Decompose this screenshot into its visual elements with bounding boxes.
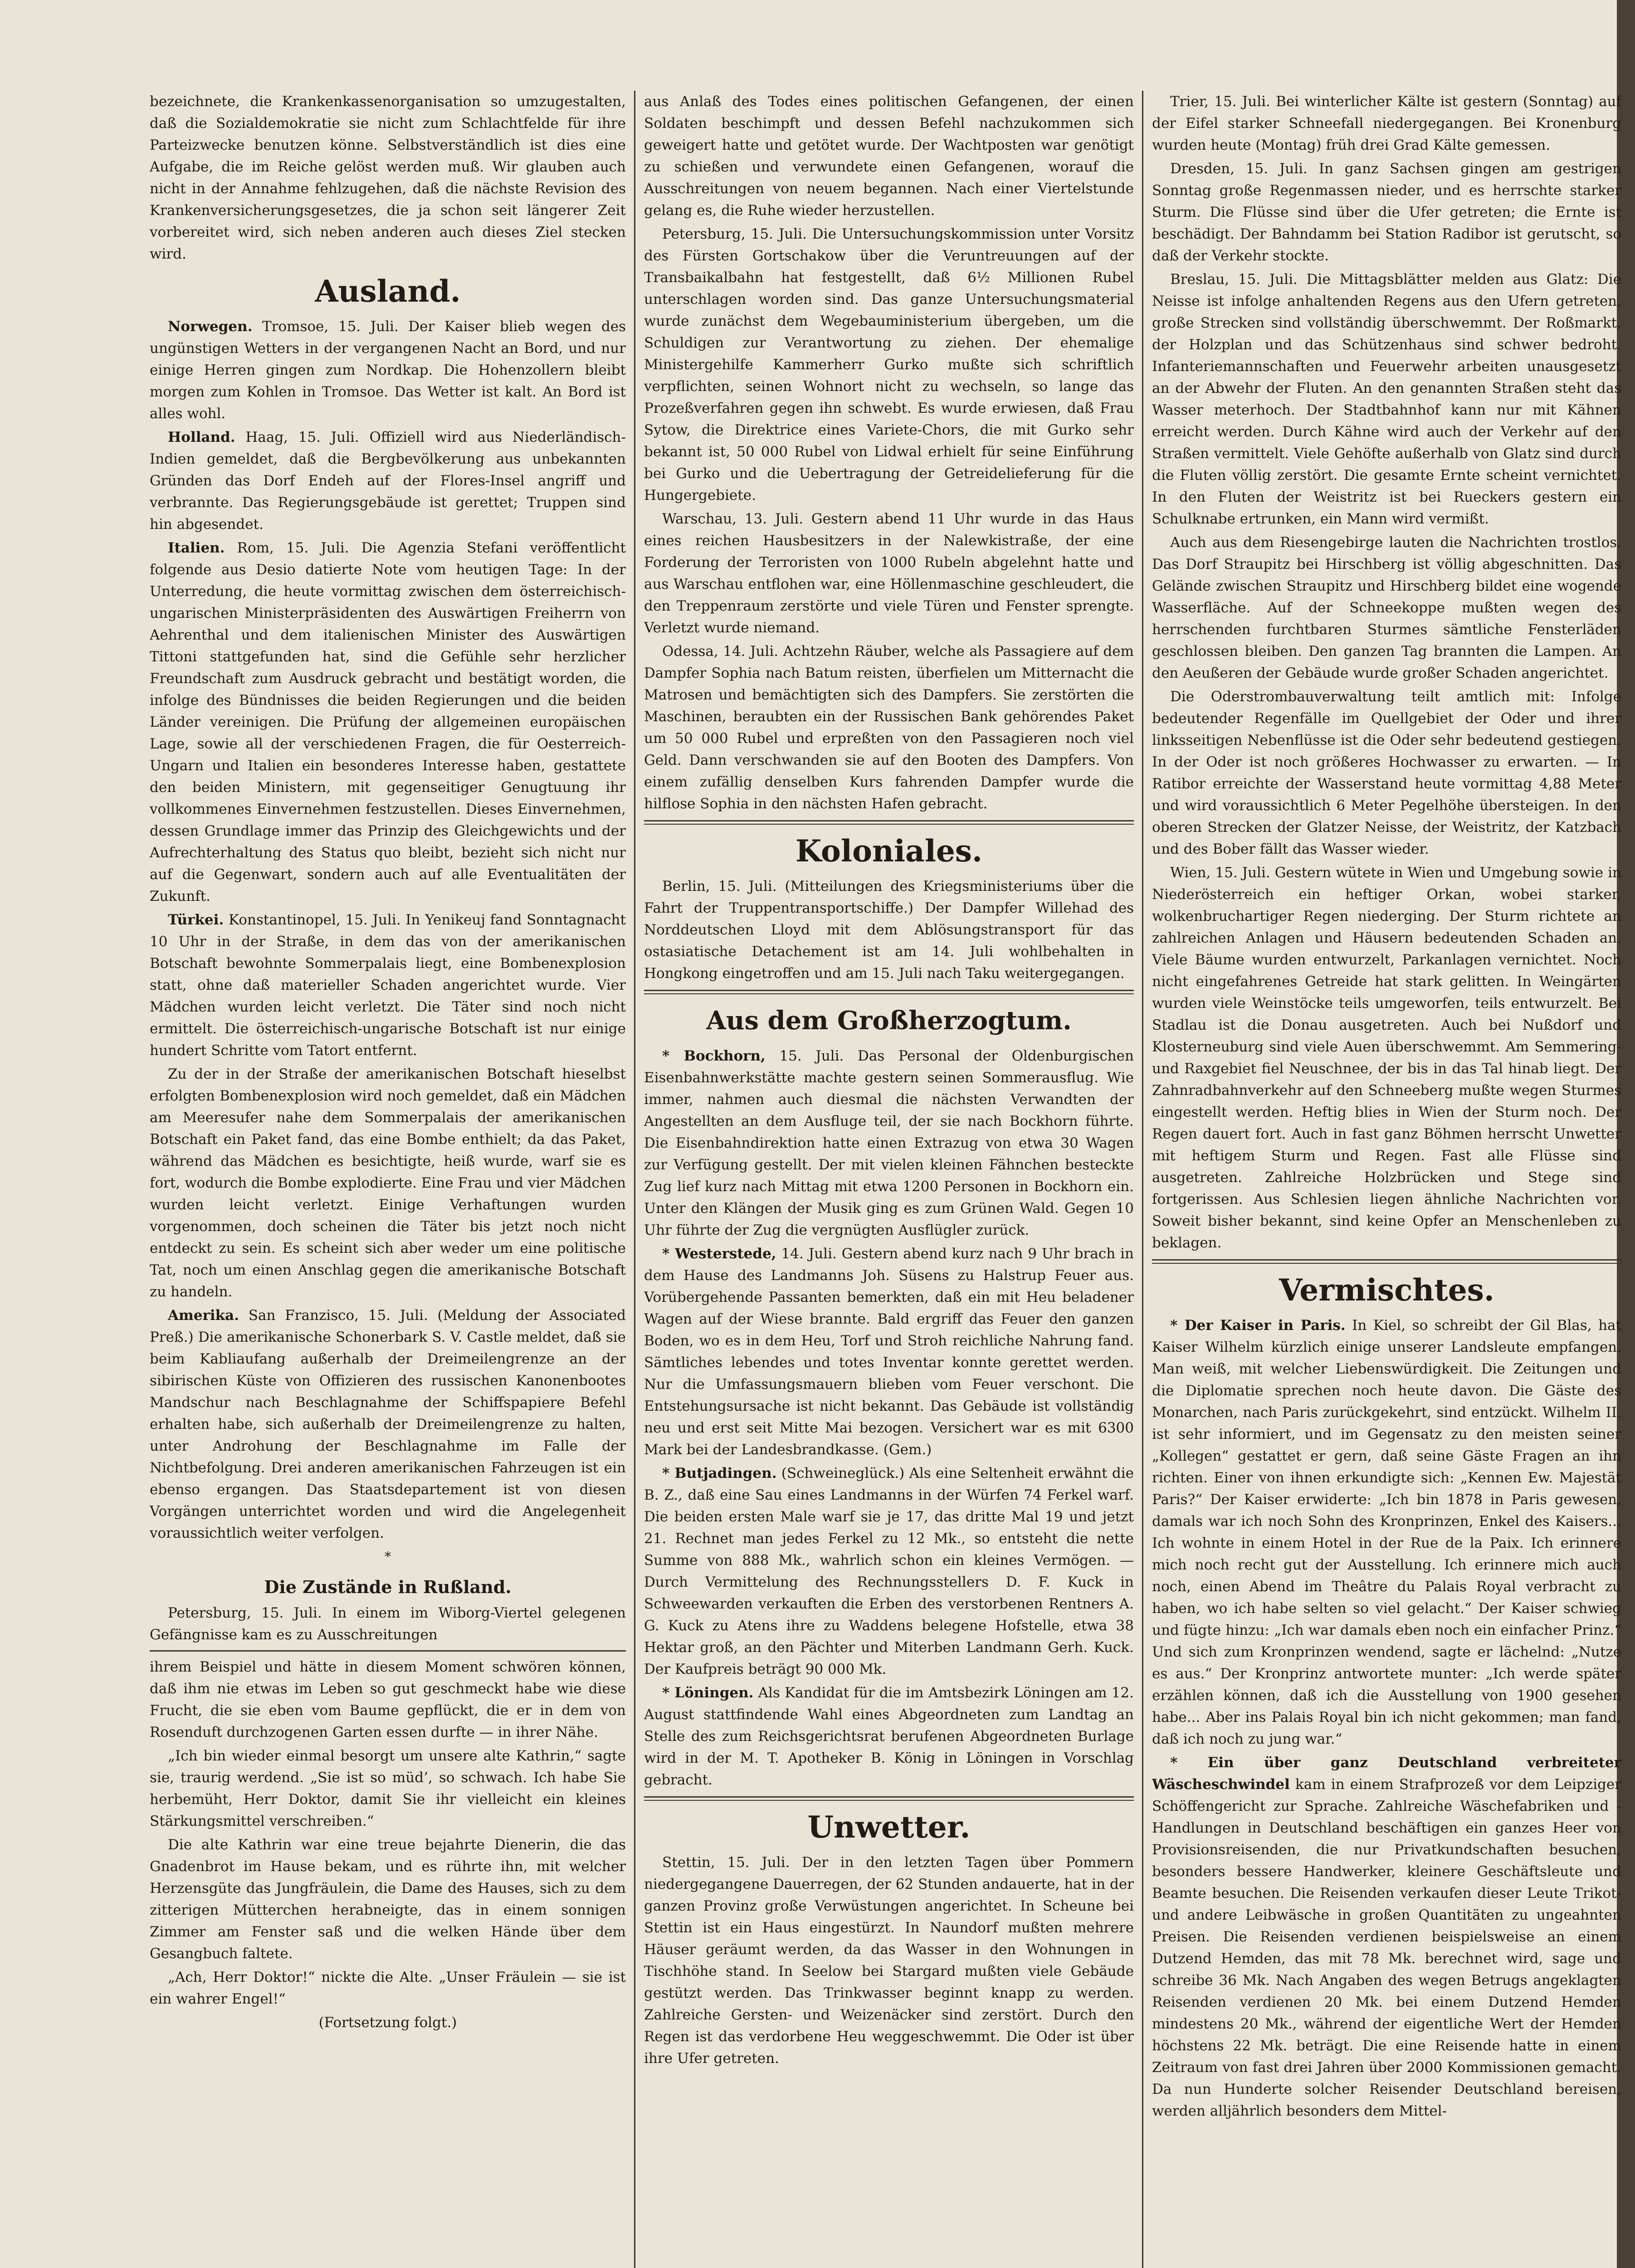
- article-paragraph: [1152, 1315, 1621, 1750]
- section-heading-koloniales: Koloniales.: [795, 833, 983, 869]
- article-text: Als Kandidat für die im Amtsbezirk Löningen am 12. August stattfindende Wahl eines Abgeordneten zum Landtag an Stelle des zum Reichsgerichtsrat berufenen Abgeordneten Burlage wird in der M. T. Apotheker B. König in Löningen in Vorschlag gebracht.: [644, 1685, 1134, 1788]
- article-paragraph: [150, 426, 626, 535]
- column-middle: [644, 91, 1134, 2268]
- article-paragraph: Petersburg, 15. Juli. Die Untersuchungskommission unter Vorsitz des Fürsten Gortschakow über die Veruntreuungen auf der Transbaikalbahn hat festgestellt, daß 6½ Millionen Rubel unterschlagen worden sind. Das ganze Untersuchungsmaterial wurde zunächst dem Wegebauministerium übergeben, um die Schuldigen zur Verantwortung zu ziehen. Der ehemalige Ministergehilfe Kammerherr Gurko mußte sich schriftlich verpflichten, seinen Wohnort nicht zu wechseln, so lange das Prozeßverfahren gegen ihn schwebt. Es wurde erwiesen, daß Frau Sytow, die Direktrice eines Variete-Chors, die mit Gurko sehr bekannt ist, 50 000 Rubel von Lidwal erhielt für seine Einführung bei Gurko und die Uebertragung der Getreidelieferung für die Hungergebiete.: [644, 226, 1134, 503]
- article-text: (Schweineglück.) Als eine Seltenheit erwähnt die B. Z., daß eine Sau eines Landmanns in der Würfen 74 Ferkel warf. Die beiden ersten Male warf sie je 17, das dritte Mal 19 und jetzt 21. Rechnet man jedes Ferkel zu 12 Mk., so entsteht die nette Summe von 888 Mk., wahrlich schon ein kleines Vermögen. — Durch Vermittelung des Rechnungsstellers D. F. Kuck in Schweewarden verkauften die Erben des verstorbenen Rentners A. G. Kuck zu Atens ihre zu Waddens belegene Hofstelle, etwa 38 Hektar groß, an den Pächter und Miterben Landmann Gerh. Kuck. Der Kaufpreis beträgt 90 000 Mk.: [644, 1465, 1134, 1677]
- article-paragraph: Die Oderstrombauverwaltung teilt amtlich mit: Infolge bedeutender Regenfälle im Quellgebiet der Oder und ihrer linksseitigen Nebenflüsse ist die Oder sehr bedeutend gestiegen. In der Oder ist noch größeres Hochwasser zu erwarten. — In Ratibor erreichte der Wasserstand heute vormittag 4,88 Meter und wird voraussichtlich 6 Meter Pegelhöhe übersteigen. In den oberen Strecken der Glatzer Neisse, der Weistritz, der Katzbach und des Bober fällt das Wasser wieder.: [1152, 689, 1621, 857]
- article-text: San Franzisco, 15. Juli. (Meldung der Associated Preß.) Die amerikanische Schonerbark S. V. Castle meldet, daß sie beim Kabliaufang außerhalb der Dreimeilengrenze an der sibirischen Küste von Offizieren des russischen Kanonenbootes Mandschur nach Beschlagnahme der Schiffspapiere Befehl erhalten habe, sich außerhalb der Dreimeilengrenze zu halten, unter Androhung der Beschlagnahme im Falle der Nichtbefolgung. Drei anderen amerikanischen Fahrzeugen ist ein ebenso ergangen. Das Staatsdepartement ist von diesen Vorgängen unterrichtet worden und wird die Angelegenheit voraussichtlich weiter verfolgen.: [150, 1307, 626, 1541]
- article-paragraph: [644, 1243, 1134, 1461]
- continuation-note: (Fortsetzung folgt.): [318, 2014, 457, 2031]
- section-divider: [644, 1796, 1134, 1801]
- article-paragraph: Odessa, 14. Juli. Achtzehn Räuber, welche als Passagiere auf dem Dampfer Sophia nach Batum reisten, überfielen um Mitternacht die Matrosen und bemächtigten sich des Dampfers. Sie zerstörten die Maschinen, beraubten ein der Russischen Bank gehörendes Paket um 50 000 Rubel und erpreßten von den Passagieren noch viel Geld. Dann verschwanden sie auf den Booten des Dampfers. Von einem zufällig denselben Kurs fahrenden Dampfer wurde die hilflose Sophia in den nächsten Hafen gebracht.: [644, 643, 1134, 812]
- article-paragraph: [1152, 1752, 1621, 2122]
- article-paragraph: Warschau, 13. Juli. Gestern abend 11 Uhr wurde in das Haus eines reichen Hausbesitzers in der Nalewkistraße, der eine Forderung der Terroristen von 1000 Rubeln abgelehnt hatte und aus Warschau entflohen war, eine Höllenmaschine geschleudert, die den Treppenraum zerstörte und viele Türen und Fenster sprengte. Verletzt wurde niemand.: [644, 511, 1134, 636]
- article-text: 14. Juli. Gestern abend kurz nach 9 Uhr brach in dem Hause des Landmanns Joh. Süsens zu Halstrup Feuer aus. Vorübergehende Passanten bemerkten, daß ein mit Heu beladener Wagen auf der Wiese brannte. Bald ergriff das Feuer den ganzen Boden, wo es in dem Heu, Torf und Stroh reichliche Nahrung fand. Sämtliches lebendes und totes Inventar konnte gerettet werden. Nur die Umfassungsmauern blieben vom Feuer verschont. Die Entstehungsursache ist nicht bekannt. Das Gebäude ist vollständig neu und erst seit Mitte Mai bezogen. Versichert war es mit 6300 Mark bei der Landesbrandkasse. (Gem.): [644, 1246, 1134, 1458]
- article-paragraph: [644, 1682, 1134, 1791]
- column-rule: [1142, 91, 1143, 2268]
- article-text: In Kiel, so schreibt der Gil Blas, hat Kaiser Wilhelm kürzlich einige unserer Landsleute empfangen. Man weiß, mit welcher Liebenswürdigkeit. Die Zeitungen und die Diplomatie sprechen noch heute davon. Die Gäste des Monarchen, nach Paris zurückgekehrt, sind entzückt. Wilhelm II. ist sehr informiert, und im Gegensatz zu den meisten seiner „Kollegen“ gestattet er gern, daß seine Gäste Fragen an ihn richten. Einer von ihnen erkundigte sich: „Kennen Ew. Majestät Paris?“ Der Kaiser erwiderte: „Ich bin 1878 in Paris gewesen, damals war ich noch Sohn des Kronprinzen, Enkel des Kaisers... Ich wohnte in einem Hotel in der Rue de la Paix. Ich erinnere mich noch recht gut der Ausstellung. Ich erinnere mich auch noch, einen Abend im Theâtre du Palais Royal verbracht zu haben, wo ich habe selten so viel gelacht.“ Der Kaiser schwieg und fügte hinzu: „Ich war damals eben noch ein einfacher Prinz.“ Und sich zum Kronprinzen wendend, sagte er lächelnd: „Nutze es aus.“ Der Kronprinz antwortete munter: „Ich werde später erzählen können, daß ich die Ausstellung von 1900 gesehen habe... Aber ins Palais Royal bin ich nicht gekommen; man fand, daß ich noch zu jung war.“: [1152, 1317, 1621, 1747]
- novel-paragraph: ihrem Beispiel und hätte in diesem Moment schwören können, daß ihm nie etwas im Leben so gut geschmeckt habe wie diese Frucht, die sie eben vom Baume gepflückt, die er in dem von Rosenduft durchzogenen Garten essen durfte — in ihrer Nähe.: [150, 1659, 626, 1740]
- country-keyword: Italien.: [168, 540, 225, 556]
- country-keyword: Amerika.: [168, 1307, 239, 1324]
- article-paragraph: Stettin, 15. Juli. Der in den letzten Tagen über Pommern niedergegangene Dauerregen, der 62 Stunden andauerte, hat in der ganzen Provinz große Verwüstungen angerichtet. In Scheune bei Stettin ist ein Haus eingestürzt. In Naundorf mußten mehrere Häuser geräumt werden, da das Wasser in den Wohnungen in Tischhöhe stand. In Seelow bei Stargard mußten viele Gebäude gestützt werden. Das Trinkwasser beginnt knapp zu werden. Zahlreiche Gersten- und Weizenäcker sind zerstört. Durch den Regen ist das verdorbene Heu weggeschwemmt. Die Oder ist über ihre Ufer getreten.: [644, 1854, 1134, 2067]
- article-paragraph: bezeichnete, die Krankenkassenorganisation so umzugestalten, daß die Sozialdemokratie sie nicht zum Schlachtfelde für ihre Parteizwecke benutzen könne. Selbstverständlich ist dies eine Aufgabe, die im Reiche gelöst werden muß. Wir glauben auch nicht in der Annahme fehlzugehen, daß die nächste Revision des Krankenversicherungsgesetzes, die ja schon seit längerer Zeit vorbereitet wird, sich neben anderen auch dieses Ziel stecken wird.: [150, 93, 626, 262]
- column-rule: [634, 91, 635, 2268]
- column-left: [150, 91, 626, 2268]
- country-keyword: Holland.: [168, 429, 235, 445]
- article-paragraph: [644, 1462, 1134, 1680]
- article-paragraph: aus Anlaß des Todes eines politischen Gefangenen, der einen Soldaten beschimpft und dessen Befehl nachzukommen sich geweigert hatte und getötet wurde. Der Wachtposten war genötigt zu schießen und verwundete einen Gefangenen, worauf die Ausschreitungen von neuem begannen. Nach einer Viertelstunde gelang es, die Ruhe wieder herzustellen.: [644, 93, 1134, 219]
- novel-paragraph: Die alte Kathrin war eine treue bejahrte Dienerin, die das Gnadenbrot im Hause bekam, und es rührte ihn, mit welcher Herzensgüte das Jungfräulein, die Dame des Hauses, sich zu dem zitterigen Mütterchen herabneigte, das in einem sonnigen Zimmer am Fenster saß und die welken Hände über dem Gesangbuch faltete.: [150, 1837, 626, 1962]
- novel-paragraph: „Ach, Herr Doktor!“ nickte die Alte. „Unser Fräulein — sie ist ein wahrer Engel!“: [150, 1969, 626, 2007]
- article-text: Konstantinopel, 15. Juli. In Yenikeuj fand Sonntagnacht 10 Uhr in der Straße, in dem das von der amerikanischen Botschaft bewohnte Sommerpalais liegt, eine Bombenexplosion statt, ohne daß materieller Schaden angerichtet wurde. Vier Mädchen wurden leicht verletzt. Die Täter sind noch nicht ermittelt. Die österreichisch-ungarische Botschaft ist nur einige hundert Schritte vom Tatort entfernt.: [150, 912, 626, 1059]
- country-keyword: Norwegen.: [168, 318, 253, 335]
- separator-star: *: [385, 1549, 391, 1564]
- article-paragraph: Petersburg, 15. Juli. In einem im Wiborg-Viertel gelegenen Gefängnisse kam es zu Ausschreitungen: [150, 1605, 626, 1643]
- article-paragraph: Auch aus dem Riesengebirge lauten die Nachrichten trostlos. Das Dorf Straupitz bei Hirschberg ist völlig abgeschnitten. Das Gelände zwischen Straupitz und Hirschberg bildet eine wogende Wasserfläche. Auf der Schneekoppe mußten wegen des herrschenden furchtbaren Sturmes sämtliche Fensterläden geschlossen bleiben. Den ganzen Tag brannten die Lampen. An den Aeußeren der Gebäude wurde großer Schaden angerichtet.: [1152, 534, 1621, 681]
- country-keyword: Türkei.: [168, 912, 224, 928]
- article-paragraph: [150, 316, 626, 425]
- section-divider: [644, 990, 1134, 994]
- section-divider: [1152, 1259, 1621, 1264]
- section-heading-ausland: Ausland.: [315, 274, 461, 309]
- place-keyword: * Butjadingen.: [662, 1465, 777, 1481]
- article-paragraph: Berlin, 15. Juli. (Mitteilungen des Kriegsministeriums über die Fahrt der Truppentransportschiffe.) Der Dampfer Willehad des Norddeutschen Lloyd mit dem Ablösungstransport für das ostasiatische Detachement ist am 14. Juli wohlbehalten in Hongkong eingetroffen und am 15. Juli nach Taku weitergegangen.: [644, 878, 1134, 982]
- article-text: Haag, 15. Juli. Offiziell wird aus Niederländisch-Indien gemeldet, daß die Bergbevölkerung aus unbekannten Gründen das Dorf Endeh auf der Flores-Insel angriff und verbrannte. Das Regierungsgebäude ist gerettet; Truppen sind hin abgesendet.: [150, 429, 626, 533]
- topic-keyword: * Der Kaiser in Paris.: [1170, 1317, 1346, 1334]
- section-divider: [644, 820, 1134, 825]
- article-paragraph: Breslau, 15. Juli. Die Mittagsblätter melden aus Glatz: Die Neisse ist infolge anhaltenden Regens aus den Ufern getreten, große Strecken sind vollständig überschwemmt. Der Roßmarkt, der Holzplan und das Schützenhaus sind schwer bedroht. Infanteriemannschaften und Feuerwehr arbeiten unausgesetzt an der Abwehr der Fluten. An den genannten Straßen steht das Wasser meterhoch. Der Stadtbahnhof kann nur mit Kähnen erreicht werden. Durch Kähne wird auch der Verkehr auf den Straßen vermittelt. Viele Gehöfte außerhalb von Glatz sind durch die Fluten völlig zerstört. Die gesamte Ernte scheint vernichtet. In den Fluten der Weistritz ist bei Rueckers gestern ein Schulknabe ertrunken, ein Mann wird vermißt.: [1152, 271, 1621, 527]
- column-right: [1152, 91, 1621, 2268]
- place-keyword: * Westerstede,: [662, 1246, 776, 1262]
- article-text: Rom, 15. Juli. Die Agenzia Stefani veröffentlicht folgende aus Desio datierte Note vom heutigen Tage: In der Unterredung, die heute vormittag zwischen dem österreichisch-ungarischen Ministerpräsidenten des Auswärtigen Freiherrn von Aehrenthal und dem italienischen Minister des Auswärtigen Tittoni stattgefunden hat, sind die Gefühle sehr herzlicher Freundschaft zum Ausdruck gebracht und bestätigt worden, die infolge des Bündnisses die beiden Regierungen und die beiden Länder vereinigen. Die Prüfung der allgemeinen europäischen Lage, sowie all der verschiedenen Fragen, die für Oesterreich-Ungarn und Italien ein besonderes Interesse haben, gestattete den beiden Ministern, mit gegenseitiger Genugtuung ihr vollkommenes Einvernehmen festzustellen. Dieses Einvernehmen, dessen Grundlage immer das Prinzip des Gleichgewichts und der Aufrechterhaltung des Status quo bleibt, bezieht sich nicht nur auf die Gegenwart, sondern auch auf alle Eventualitäten der Zukunft.: [150, 540, 626, 904]
- article-paragraph: [644, 1045, 1134, 1241]
- article-paragraph: Zu der in der Straße der amerikanischen Botschaft hieselbst erfolgten Bombenexplosion wird noch gemeldet, daß ein Mädchen am Meeresufer nahe dem Sommerpalais der amerikanischen Botschaft ein Paket fand, das eine Bombe enthielt; da das Paket, während das Mädchen es besichtigte, heiß wurde, warf sie es fort, wodurch die Bombe explodierte. Eine Frau und vier Mädchen wurden leicht verletzt. Einige Verhaftungen wurden vorgenommen, doch scheinen die Täter bis jetzt noch nicht entdeckt zu sein. Es scheint sich aber weder um eine politische Tat, noch um einen Anschlag gegen die amerikanische Botschaft zu handeln.: [150, 1066, 626, 1300]
- novel-paragraph: „Ich bin wieder einmal besorgt um unsere alte Kathrin,“ sagte sie, traurig werdend. „Sie ist so müd’, so schwach. Ich habe Sie herbemüht, Herr Doktor, damit Sie ihr vielleicht ein kleines Stärkungsmittel verschreiben.“: [150, 1748, 626, 1829]
- article-paragraph: [150, 909, 626, 1061]
- article-paragraph: Dresden, 15. Juli. In ganz Sachsen gingen am gestrigen Sonntag große Regenmassen nieder, und es herrschte starker Sturm. Die Flüsse sind über die Ufer getreten; die Ernte ist beschädigt. Der Bahndamm bei Station Radibor ist gerutscht, so daß der Verkehr stockte.: [1152, 161, 1621, 264]
- topic-keyword: * Ein über ganz Deutschland verbreiteter Wäscheschwindel: [1152, 1755, 1621, 1793]
- article-paragraph: Trier, 15. Juli. Bei winterlicher Kälte ist gestern (Sonntag) auf der Eifel starker Schneefall niedergegangen. Bei Kronenburg wurden heute (Montag) früh drei Grad Kälte gemessen.: [1152, 93, 1621, 153]
- article-paragraph: Wien, 15. Juli. Gestern wütete in Wien und Umgebung sowie in Niederösterreich ein heftiger Orkan, wobei starker, wolkenbruchartiger Regen niederging. Der Sturm richtete an zahlreichen Anlagen und Häusern bedeutenden Schaden an. Viele Bäume wurden entwurzelt, Parkanlagen vernichtet. Noch nicht eingefahrenes Getreide hat stark gelitten. In Weingärten wurden viele Weinstöcke teils umgeworfen, teils entwurzelt. Bei Stadlau ist die Donau ausgetreten. Auch bei Nußdorf und Klosterneuburg sind viele Auen überschwemmt. Am Semmering- und Raxgebiet fiel Neuschnee, der bis in das Tal hinab liegt. Der Zahnradbahnverkehr auf den Schneeberg mußte wegen Sturmes eingestellt werden. Heftig blies in Wien der Sturm noch. Der Regen dauert fort. Auch in fast ganz Böhmen herrscht Unwetter mit heftigem Sturm und Regen. Fast alle Flüsse sind ausgetreten. Zahlreiche Holzbrücken und Stege sind fortgerissen. Aus Schlesien liegen ähnliche Nachrichten vor. Soweit bisher bekannt, sind keine Opfer an Menschenleben zu beklagen.: [1152, 865, 1621, 1251]
- article-text: kam in einem Strafprozeß vor dem Leipziger Schöffengericht zur Sprache. Zahlreiche Wäschefabriken und -Handlungen in Deutschland beschäftigen ein ganzes Heer von Provisionsreisenden, die nur Privatkundschaften besuchen, besonders bessere Handwerker, kleinere Geschäftsleute und Beamte besuchen. Die Reisenden verkaufen dieser Leute Trikot- und andere Leibwäsche in großen Quantitäten zu ungeahnten Preisen. Die Reisenden verdienen beispielsweise an einem Dutzend Hemden, das mit 78 Mk. berechnet wird, sage und schreibe 36 Mk. Nach Angaben des wegen Betrugs angeklagten Reisenden verdienen 20 Mk. bei einem Dutzend Hemden mindestens 20 Mk., während der eigentliche Wert der Hemden höchstens 22 Mk. beträgt. Die eine Reisende hatte in einem Zeitraum von fast drei Jahren über 2000 Kommissionen gemacht. Da nun Hunderte solcher Reisender Deutschland bereisen, werden alljährlich besonders dem Mittel-: [1152, 1776, 1621, 2119]
- section-heading-grossherzogtum: Aus dem Großherzogtum.: [706, 1006, 1072, 1036]
- article-text: 15. Juli. Das Personal der Oldenburgischen Eisenbahnwerkstätte machte gestern seinen Sommerausflug. Wie immer, nahmen auch diesmal die nächsten Verwandten der Angestellten an dem Ausfluge teil, der sie nach Bockhorn führte. Die Eisenbahndirektion hatte einen Extrazug von etwa 30 Wagen zur Verfügung gestellt. Der mit vielen kleinen Fähnchen besteckte Zug lief kurz nach Mittag mit etwa 1200 Personen in Bockhorn ein. Unter den Klängen der Musik ging es zum Grünen Wald. Gegen 10 Uhr führte der Zug die vergnügten Ausflügler zurück.: [644, 1048, 1134, 1238]
- article-paragraph: [150, 537, 626, 907]
- subheading-russland: Die Zustände in Rußland.: [264, 1577, 512, 1597]
- article-paragraph: [150, 1305, 626, 1544]
- place-keyword: * Löningen.: [662, 1685, 754, 1701]
- section-heading-unwetter: Unwetter.: [807, 1809, 971, 1845]
- section-heading-vermischtes: Vermischtes.: [1279, 1272, 1494, 1308]
- article-text: Tromsoe, 15. Juli. Der Kaiser blieb wegen des ungünstigen Wetters in der vergangenen Nacht an Bord, und nur einige Herren gingen zum Nordkap. Die Hohenzollern bleibt morgen zum Kohlen in Tromsoe. Das Wetter ist kalt. An Bord ist alles wohl.: [150, 318, 626, 422]
- place-keyword: * Bockhorn,: [662, 1048, 766, 1064]
- feuilleton-divider: [150, 1650, 626, 1652]
